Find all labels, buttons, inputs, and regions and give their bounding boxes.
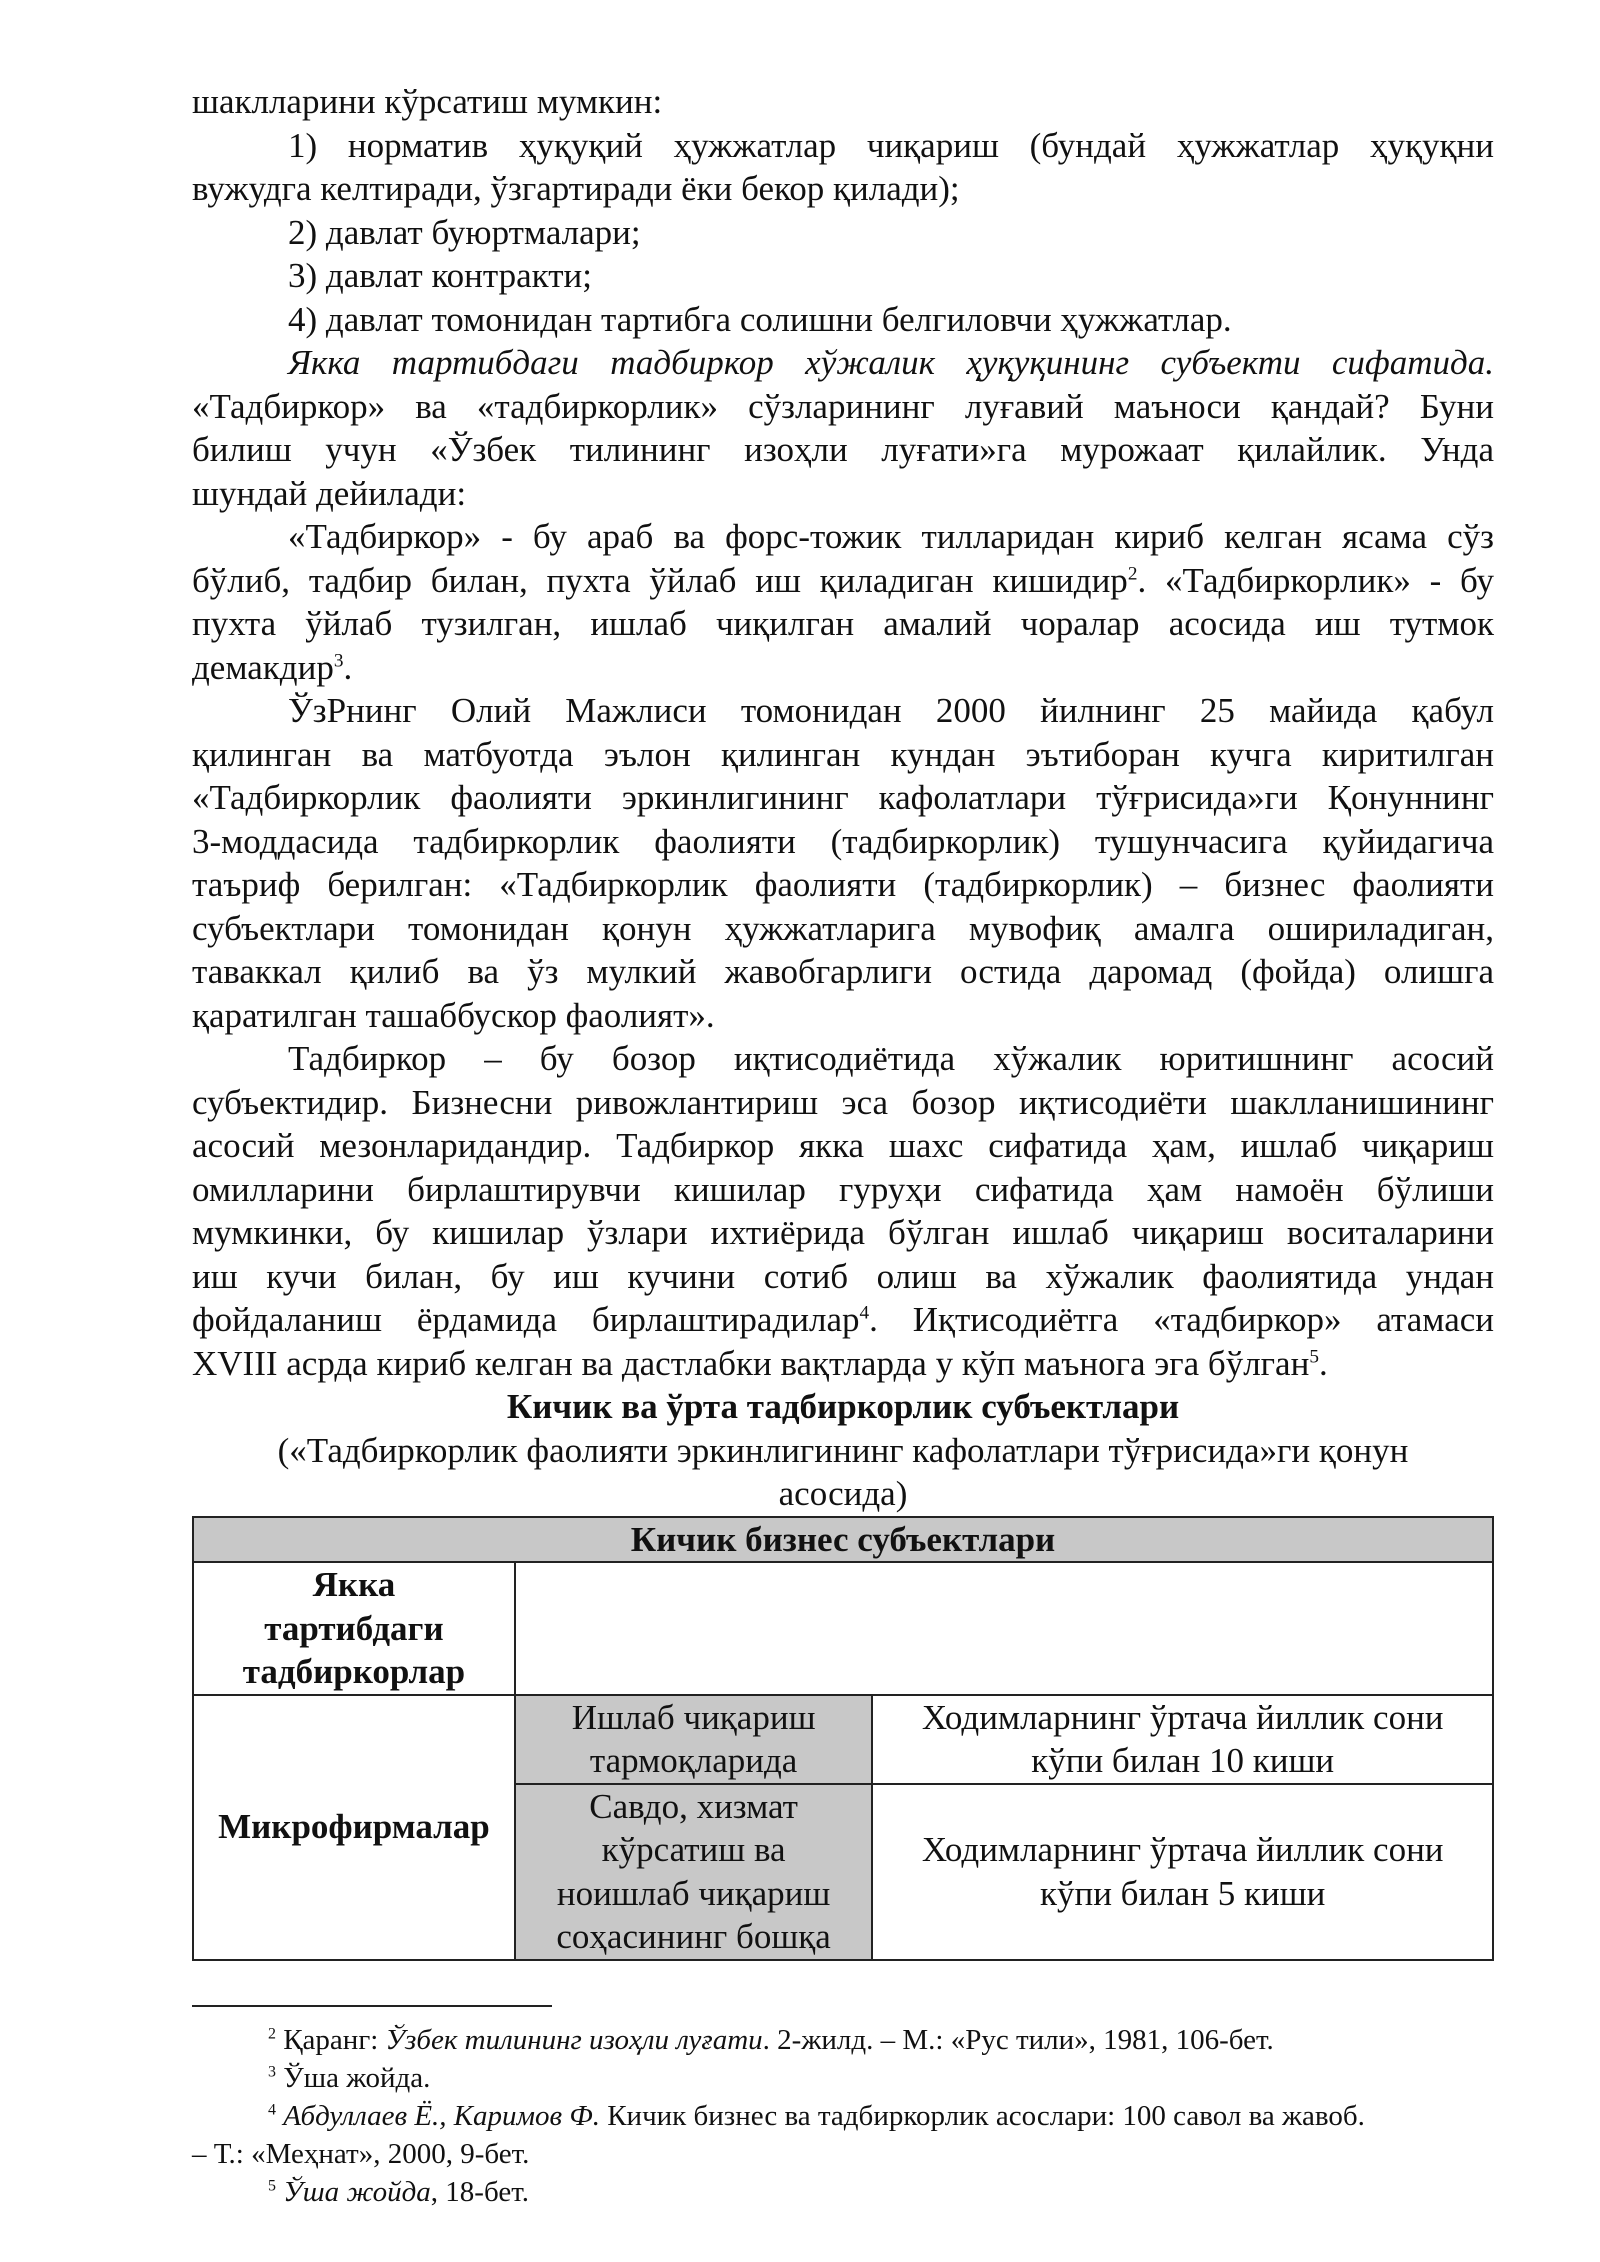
cell-line: кўрсатиш ва: [601, 1830, 786, 1869]
body-line: 3-моддасида тадбиркорлик фаолияти (тадбиркорлик) тушунчасига қуйидагича: [192, 821, 1494, 861]
body-line: мумкинки, бу кишилар ўзлари ихтиёрида бўлган ишлаб чиқариш воситаларини: [192, 1213, 1494, 1252]
cell-line: тадбиркорлар: [242, 1652, 466, 1691]
body-line: [192, 559, 1494, 603]
table-subtitle: асосида): [778, 1474, 908, 1513]
footnote-ref: 5: [1309, 1345, 1319, 1367]
footnote: [192, 2059, 1494, 2097]
body-line: таваккал қилиб ва ўз мулкий жавобгарлиги остида даромад (фойда) олишга: [192, 952, 1494, 991]
footnote-number: 5: [268, 2176, 276, 2194]
text-run-italic: Абдуллаев Ё., Каримов Ф.: [283, 2099, 600, 2132]
sector-cell: [515, 1784, 873, 1960]
text-run: бўлиб, тадбир билан, пухта ўйлаб иш қиладиган кишидир: [192, 560, 1128, 600]
text-run-italic: Ўша жойда: [283, 2175, 431, 2208]
list-item: 1) норматив ҳуқуқий ҳужжатлар чиқариш (бундай ҳужжатлар ҳуқуқни: [288, 125, 1494, 165]
body-line: субъектидир. Бизнесни ривожлантириш эса бозор иқтисодиёти шаклланишининг: [192, 1082, 1494, 1122]
body-line: «Тадбиркор» - бу араб ва форс-тожик тилларидан кириб келган ясама сўз: [288, 517, 1494, 556]
text-run: . «Тадбиркорлик» - бу: [1137, 560, 1495, 600]
table-header-row: [193, 1517, 1493, 1563]
footnote-ref: 2: [1127, 562, 1138, 584]
body-line: ЎзРнинг Олий Мажлиси томонидан 2000 йилнинг 25 майида қабул: [288, 691, 1494, 730]
footnote-ref: 4: [859, 1302, 870, 1324]
body-line: шундай дейилади:: [192, 473, 467, 513]
body-line: шаклларини кўрсатиш мумкин:: [192, 82, 663, 121]
list-item: 2) давлат буюртмалари;: [288, 212, 641, 252]
text-run: Қаранг:: [283, 2023, 386, 2056]
text-run: . 2-жилд. – М.: «Рус тили», 1981, 106-бет.: [762, 2023, 1274, 2056]
footnote-number: 4: [268, 2100, 276, 2118]
text-run: XVIII асрда кириб келган ва дастлабки вақтларда у кўп маънога эга бўлган: [192, 1343, 1310, 1383]
footnote-separator: [192, 2005, 552, 2007]
text-run: , 18-бет.: [430, 2175, 529, 2208]
body-line: иш кучи билан, бу иш кучини сотиб олиш ва хўжалик фаолиятида ундан: [192, 1256, 1494, 1296]
footnote-ref: 3: [333, 649, 344, 671]
footnote-continuation: – Т.: «Меҳнат», 2000, 9-бет.: [192, 2137, 530, 2170]
text-run: Кичик бизнес ва тадбиркорлик асослари: 100 савол ва жавоб.: [599, 2099, 1365, 2132]
text-run: .: [1318, 1343, 1328, 1383]
cell-line: кўпи билан 10 киши: [1031, 1741, 1335, 1780]
cell-line: ноишлаб чиқариш: [556, 1873, 831, 1913]
table-subtitle: («Тадбиркорлик фаолияти эркинлигининг кафолатлари тўғрисида»ги қонун: [277, 1430, 1409, 1470]
footnote: [192, 2173, 1494, 2211]
cell-line: Ишлаб чиқариш: [571, 1697, 816, 1737]
body-line: [192, 1298, 1494, 1342]
row-label-individual-entrepreneurs: [193, 1562, 515, 1695]
body-line: «Тадбиркор» ва «тадбиркорлик» сўзларининг луғавий маъноси қандай? Буни: [192, 386, 1494, 426]
section-heading-italic: Якка тартибдаги тадбиркор хўжалик ҳуқуқининг субъекти сифатида.: [288, 343, 1494, 382]
text-run: Ўша жойда.: [283, 2061, 431, 2094]
cell-line: Савдо, хизмат: [589, 1786, 798, 1826]
value-cell: [872, 1695, 1493, 1784]
cell-line: тармоқларида: [589, 1741, 798, 1780]
body-line: [192, 646, 1494, 690]
table-title: Кичик ва ўрта тадбиркорлик субъектлари: [506, 1387, 1180, 1426]
text-run: .: [343, 647, 353, 687]
body-line: қилинган ва матбуотда эълон қилинган кундан эътиборан кучга киритилган: [192, 734, 1494, 774]
value-cell: [872, 1784, 1493, 1960]
body-line: билиш учун «Ўзбек тилининг изоҳли луғати»га мурожаат қилайлик. Унда: [192, 430, 1494, 469]
body-line: омилларини бирлаштирувчи кишилар гуруҳи сифатида ҳам намоён бўлиши: [192, 1169, 1494, 1209]
table-row: [193, 1562, 1493, 1695]
document-page: [192, 80, 1494, 2211]
cell-line: Якка: [312, 1565, 396, 1604]
body-line: қаратилган ташаббускор фаолият».: [192, 995, 715, 1035]
body-line: [192, 1342, 1494, 1386]
text-run: фойдаланиш ёрдамида бирлаштирадилар: [192, 1300, 860, 1339]
cell-line: кўпи билан 5 киши: [1039, 1873, 1326, 1913]
body-line: вужудга келтиради, ўзгартиради ёки бекор қилади);: [192, 169, 960, 208]
cell-line: тартибдаги: [264, 1608, 444, 1648]
body-line: субъектлари томонидан қонун ҳужжатларига мувофиқ амалга ошириладиган,: [192, 908, 1494, 948]
footnote-number: 3: [268, 2062, 276, 2080]
list-item: 3) давлат контракти;: [288, 256, 592, 295]
footnote: [192, 2021, 1494, 2059]
body-line: таъриф берилган: «Тадбиркорлик фаолияти (тадбиркорлик) – бизнес фаолияти: [192, 865, 1494, 904]
empty-cell: [515, 1562, 1493, 1695]
body-line: пухта ўйлаб тузилган, ишлаб чиқилган амалий чоралар асосида иш тутмок: [192, 604, 1494, 643]
footnote-number: 2: [268, 2024, 276, 2042]
cell-line: Ходимларнинг ўртача йиллик сони: [921, 1830, 1444, 1869]
footnote: [192, 2097, 1494, 2135]
cell-line: Ходимларнинг ўртача йиллик сони: [921, 1697, 1444, 1737]
body-line: «Тадбиркорлик фаолияти эркинлигининг кафолатлари тўғрисида»ги Қонуннинг: [192, 778, 1494, 817]
list-item: 4) давлат томонидан тартибга солишни белгиловчи ҳужжатлар.: [288, 299, 1232, 339]
text-run: . Иқтисодиётга «тадбиркор» атамаси: [869, 1300, 1494, 1339]
business-entities-table: [192, 1516, 1494, 1961]
table-row: [193, 1695, 1493, 1784]
cell-line: соҳасининг бошқа: [556, 1917, 831, 1956]
text-run-italic: Ўзбек тилининг изоҳли луғати: [385, 2023, 763, 2056]
body-line: Тадбиркор – бу бозор иқтисодиётида хўжалик юритишнинг асосий: [288, 1039, 1494, 1078]
row-label-microfirms: Микрофирмалар: [193, 1695, 515, 1960]
body-line: асосий мезонларидандир. Тадбиркор якка шахс сифатида ҳам, ишлаб чиқариш: [192, 1126, 1494, 1165]
text-run: демакдир: [192, 647, 334, 687]
table-header-cell: Кичик бизнес субъектлари: [193, 1517, 1493, 1563]
sector-cell: [515, 1695, 873, 1784]
